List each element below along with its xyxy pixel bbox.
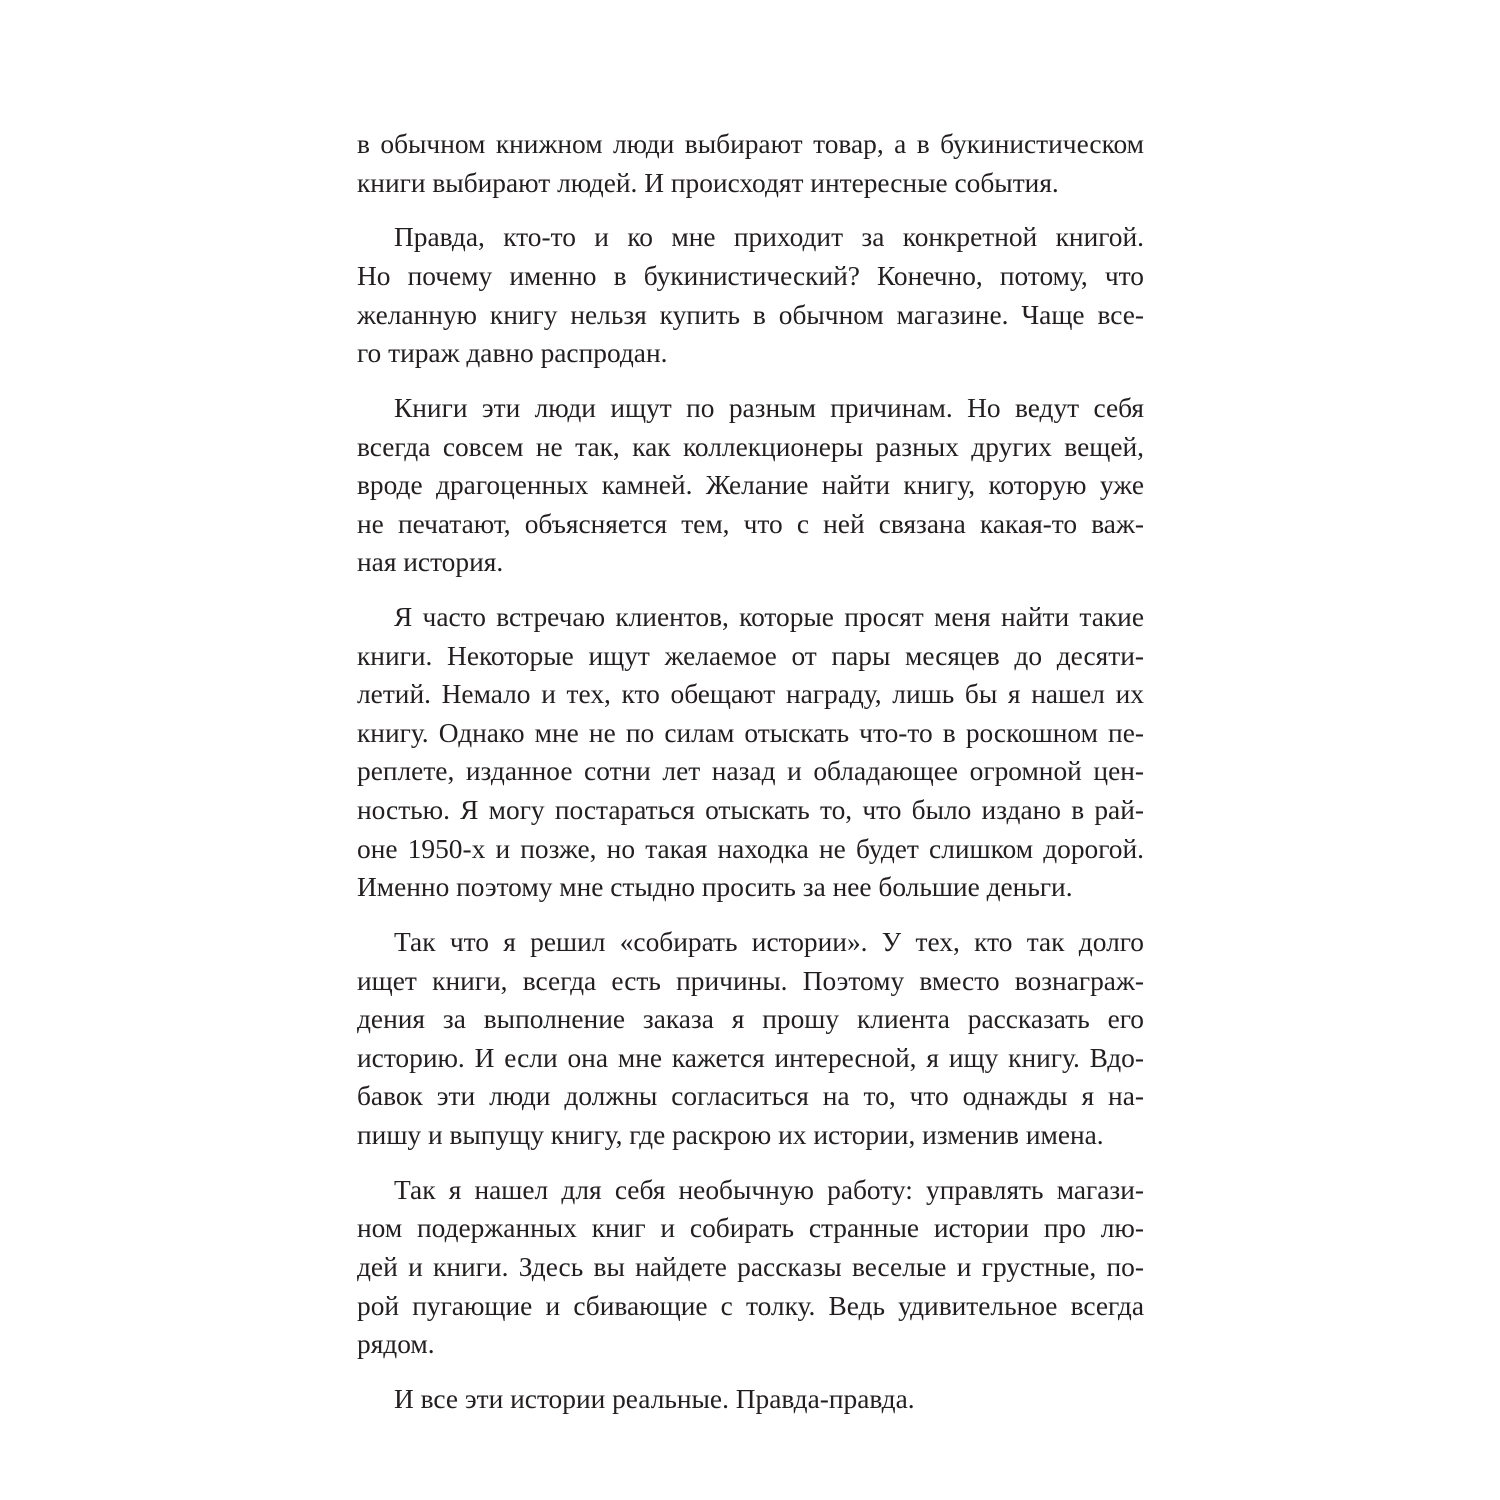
text-line: ищет книги, всегда есть причины. Поэтому вместо вознаграж- [357,965,1144,996]
text-line: дей и книги. Здесь вы найдете рассказы веселые и грустные, по- [357,1251,1144,1282]
text-line: не печатают, объясняется тем, что с ней связана какая-то важ- [357,508,1144,539]
text-line: пишу и выпущу книгу, где раскрою их истории, изменив имена. [357,1120,1104,1150]
text-line: оне 1950-х и позже, но такая находка не будет слишком дорогой. [357,833,1144,864]
text-line: в обычном книжном люди выбирают товар, а в букинистическом [357,129,1144,159]
text-line: И все эти истории реальные. Правда-правда. [394,1383,915,1414]
paragraph-6 [357,1171,1144,1364]
text-line: желанную книгу нельзя купить в обычном магазине. Чаще все- [357,299,1144,330]
text-line: вроде драгоценных камней. Желание найти книгу, которую уже [357,470,1144,501]
text-line: Так что я решил «собирать истории». У тех, кто так долго [394,927,1144,958]
text-line: книги выбирают людей. И происходят интересные события. [357,167,1059,198]
text-line: летий. Немало и тех, кто обещают награду, лишь бы я нашел их [357,679,1144,710]
paragraph-4 [357,598,1144,907]
paragraph-1 [357,125,1144,202]
text-line: реплете, изданное сотни лет назад и обладающее огромной цен- [357,756,1144,787]
body-text [357,125,1144,1419]
text-line: книги. Некоторые ищут желаемое от пары месяцев до десяти- [357,640,1144,671]
text-line: ном подержанных книг и собирать странные истории про лю- [357,1213,1144,1244]
text-line: рядом. [357,1329,435,1360]
text-line: ная история. [357,547,504,578]
text-line: Книги эти люди ищут по разным причинам. Но ведут себя [394,392,1144,423]
text-line: Но почему именно в букинистический? Конечно, потому, что [357,260,1144,291]
text-line: Так я нашел для себя необычную работу: управлять магази- [394,1174,1144,1205]
text-line: дения за выполнение заказа я прошу клиента рассказать его [357,1004,1144,1035]
text-line: Правда, кто-то и ко мне приходит за конкретной книгой. [394,222,1144,253]
text-line: историю. И если она мне кажется интересной, я ищу книгу. Вдо- [357,1042,1144,1073]
text-line: го тираж давно распродан. [357,338,668,369]
text-line: Именно поэтому мне стыдно просить за нее большие деньги. [357,872,1073,903]
paragraph-5 [357,923,1144,1155]
paragraph-2 [357,218,1144,372]
text-line: бавок эти люди должны согласиться на то, что однажды я на- [357,1081,1144,1112]
text-line: книгу. Однако мне не по силам отыскать что-то в роскошном пе- [357,717,1144,748]
text-line: рой пугающие и сбивающие с толку. Ведь удивительное всегда [357,1290,1144,1321]
text-line: всегда совсем не так, как коллекционеры разных других вещей, [357,431,1144,462]
text-line: Я часто встречаю клиентов, которые просят меня найти такие [394,602,1144,633]
paragraph-3 [357,389,1144,582]
paragraph-7 [357,1380,1144,1419]
text-line: ностью. Я могу постараться отыскать то, что было издано в рай- [357,795,1144,826]
